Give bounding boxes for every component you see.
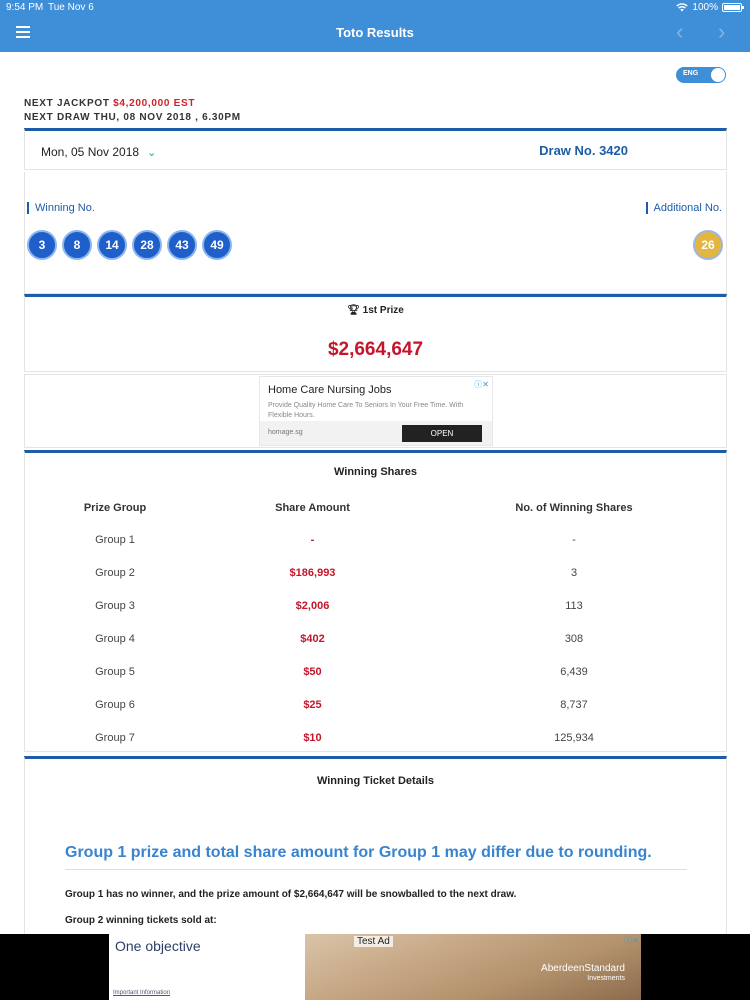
prize-group: Group 1 — [95, 533, 135, 546]
adchoices-icon[interactable]: ⓘ✕ — [474, 380, 489, 389]
winning-shares-table — [25, 493, 728, 754]
back-arrow-icon[interactable]: ‹ — [676, 19, 684, 44]
winning-shares-count: 113 — [565, 599, 583, 612]
prize-group: Group 4 — [95, 632, 135, 645]
ad-footer — [260, 421, 492, 445]
important-info-link[interactable]: Important Information — [113, 990, 171, 996]
bottom-ad-area — [0, 934, 750, 1000]
share-amount: $402 — [300, 632, 325, 645]
column-header: Prize Group — [83, 502, 147, 514]
winning-numbers-card — [24, 172, 727, 294]
navigation-bar — [0, 0, 750, 52]
table-row — [25, 655, 728, 688]
draw-date: Mon, 05 Nov 2018 — [41, 145, 140, 159]
table-header-row — [25, 493, 728, 523]
share-amount: $186,993 — [289, 566, 336, 579]
language-toggle[interactable] — [676, 67, 726, 83]
toggle-knob — [711, 68, 725, 82]
next-jackpot-line — [24, 97, 241, 111]
table-row — [25, 688, 728, 721]
status-bar — [0, 0, 750, 16]
first-prize-card — [24, 294, 727, 372]
test-ad-label: Test Ad — [354, 936, 393, 947]
battery-percent: 100% — [692, 2, 718, 13]
winning-shares-count: 6,439 — [560, 665, 588, 678]
additional-number-label: Additional No. — [646, 202, 723, 214]
wifi-icon — [676, 3, 688, 12]
table-row — [25, 721, 728, 754]
ad-body: Provide Quality Home Care To Seniors In Your Free Time. With Flexible Hours. — [268, 402, 464, 419]
next-draw-line: NEXT DRAW THU, 08 NOV 2018 , 6.30PM — [24, 112, 241, 123]
group1-info: Group 1 has no winner, and the prize amount of $2,664,647 will be snowballed to the next draw. — [65, 889, 517, 900]
draw-header — [24, 128, 727, 170]
winning-ball: 43 — [167, 230, 197, 260]
chevron-down-icon: ⌄ — [147, 147, 157, 159]
battery-icon — [722, 3, 742, 12]
bottom-ad-banner[interactable] — [109, 934, 641, 1000]
brand-sub: Investments — [587, 975, 625, 982]
forward-arrow-icon[interactable]: › — [718, 19, 726, 44]
column-header: No. of Winning Shares — [515, 502, 633, 514]
group2-info: Group 2 winning tickets sold at: — [65, 915, 217, 926]
first-prize-label: 1st Prize — [362, 305, 404, 316]
column-header: Share Amount — [275, 502, 350, 514]
ad-title: Home Care Nursing Jobs — [268, 384, 392, 396]
winning-numbers — [27, 230, 232, 260]
jackpot-amount: $4,200,000 EST — [113, 98, 196, 109]
page-title: Toto Results — [336, 25, 414, 40]
winning-ball: 8 — [62, 230, 92, 260]
winning-ball: 3 — [27, 230, 57, 260]
winning-shares-count: 3 — [570, 566, 578, 579]
prize-group: Group 3 — [95, 599, 135, 612]
table-row — [25, 556, 728, 589]
winning-ticket-details-card — [24, 756, 727, 934]
prize-group: Group 2 — [95, 566, 135, 579]
ad-domain: homage.sg — [268, 429, 303, 436]
winning-ball: 49 — [202, 230, 232, 260]
share-amount: $2,006 — [295, 599, 330, 612]
table-row — [25, 589, 728, 622]
winning-shares-count: 308 — [564, 632, 584, 645]
banner-text: One objective — [115, 938, 201, 954]
winning-shares-card — [24, 450, 727, 752]
adchoices-icon[interactable]: ⓘ✕ — [624, 936, 639, 945]
ad-open-button[interactable]: OPEN — [402, 425, 482, 442]
share-amount: $25 — [303, 698, 322, 711]
prize-group: Group 6 — [95, 698, 135, 711]
brand-name: AberdeenStandard — [541, 963, 625, 974]
draw-date-selector[interactable] — [41, 145, 156, 159]
divider — [65, 869, 687, 870]
first-prize-label-row — [25, 305, 726, 316]
table-row — [25, 622, 728, 655]
status-time: 9:54 PM — [6, 2, 44, 13]
brand-logo — [541, 964, 625, 983]
ad-container — [24, 374, 727, 448]
share-amount: - — [310, 533, 315, 546]
first-prize-amount: $2,664,647 — [327, 339, 424, 360]
language-label: ENG — [683, 70, 699, 77]
winning-shares-count: 8,737 — [560, 698, 588, 711]
prize-group: Group 5 — [95, 665, 135, 678]
winning-shares-count: - — [572, 533, 576, 546]
share-amount: $50 — [303, 665, 322, 678]
winning-shares-count: 125,934 — [554, 731, 594, 744]
rounding-note: Group 1 prize and total share amount for Group 1 may differ due to rounding. — [65, 844, 652, 861]
winning-numbers-label: Winning No. — [27, 202, 95, 214]
trophy-icon: 🏆︎ — [347, 305, 360, 316]
jackpot-prefix: NEXT JACKPOT — [24, 98, 110, 109]
additional-ball: 26 — [693, 230, 723, 260]
jackpot-info — [24, 97, 241, 125]
winning-ball: 14 — [97, 230, 127, 260]
share-amount: $10 — [303, 731, 322, 744]
status-date: Tue Nov 6 — [48, 2, 94, 13]
draw-number: Draw No. 3420 — [539, 143, 628, 158]
status-right — [676, 2, 742, 13]
ad-banner[interactable] — [259, 376, 493, 446]
table-row — [25, 523, 728, 556]
winning-shares-title: Winning Shares — [333, 466, 418, 478]
prize-group: Group 7 — [95, 731, 135, 744]
main-content — [0, 52, 750, 934]
winning-ball: 28 — [132, 230, 162, 260]
ticket-details-title: Winning Ticket Details — [316, 775, 435, 787]
